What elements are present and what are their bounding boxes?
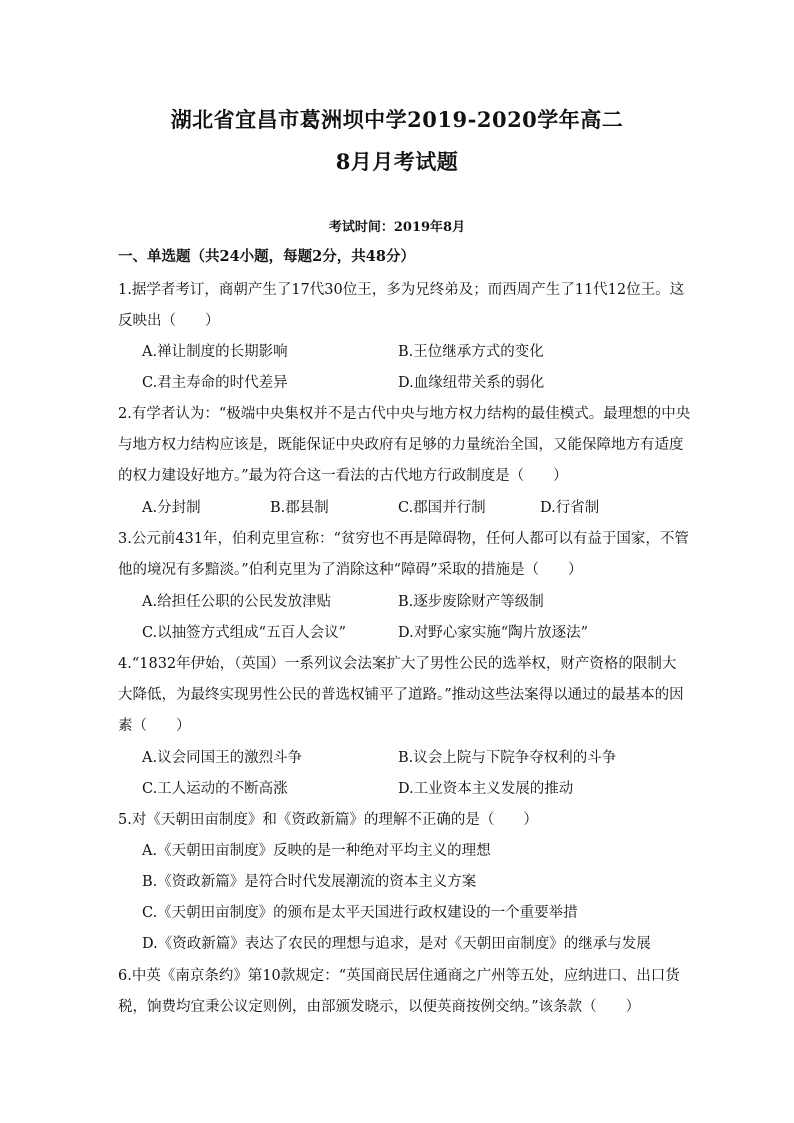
option-c: C.以抽签方式组成“五百人会议” xyxy=(142,625,347,641)
question-text-line: 的权力建设好地方。”最为符合这一看法的古代地方行政制度是（ ） xyxy=(118,468,568,484)
exam-title-line2: 8月月考试题 xyxy=(335,149,459,174)
option-c: C.君主寿命的时代差异 xyxy=(142,375,288,391)
option-c: C.工人运动的不断高涨 xyxy=(142,781,288,797)
option-a: A.《天朝田亩制度》反映的是一种绝对平均主义的理想 xyxy=(142,843,491,859)
question-text-line: 5.对《天朝田亩制度》和《资政新篇》的理解不正确的是（ ） xyxy=(118,812,538,828)
section-heading: 一、单选题（共24小题，每题2分，共48分） xyxy=(118,248,415,265)
option-c: C.《天朝田亩制度》的颁布是太平天国进行政权建设的一个重要举措 xyxy=(142,905,578,921)
question-text-line: 他的境况有多黯淡。”伯利克里为了消除这种“障碍”采取的措施是（ ） xyxy=(118,562,583,578)
option-b: B.逐步废除财产等级制 xyxy=(398,594,544,610)
option-b: B.郡县制 xyxy=(270,500,329,516)
option-d: D.行省制 xyxy=(540,500,600,516)
option-d: D.《资政新篇》表达了农民的理想与追求，是对《天朝田亩制度》的继承与发展 xyxy=(142,936,651,952)
question-text-line: 大降低，为最终实现男性公民的普选权铺平了道路。”推动这些法案得以通过的最基本的因 xyxy=(118,687,684,703)
option-d: D.血缘纽带关系的弱化 xyxy=(398,375,545,391)
question-text-line: 3.公元前431年，伯利克里宣称：“贫穷也不再是障碍物，任何人都可以有益于国家，不管 xyxy=(118,531,689,547)
option-a: A.给担任公职的公民发放津贴 xyxy=(142,594,332,610)
question-text-line: 与地方权力结构应该是，既能保证中央政府有足够的力量统治全国，又能保障地方有适度 xyxy=(118,437,684,453)
question-text-line: 6.中英《南京条约》第10款规定：“英国商民居住通商之广州等五处，应纳进口、出口货 xyxy=(118,968,680,984)
option-b: B.《资政新篇》是符合时代发展潮流的资本主义方案 xyxy=(142,874,477,890)
option-a: A.议会同国王的激烈斗争 xyxy=(142,750,303,766)
exam-title-line1: 湖北省宜昌市葛洲坝中学2019-2020学年高二 xyxy=(170,107,624,132)
option-a: A.分封制 xyxy=(142,500,201,516)
option-d: D.对野心家实施“陶片放逐法” xyxy=(398,625,589,641)
question-text-line: 素（ ） xyxy=(118,718,191,734)
question-text-line: 反映出（ ） xyxy=(118,313,220,329)
option-a: A.禅让制度的长期影响 xyxy=(142,344,288,360)
exam-time: 考试时间：2019年8月 xyxy=(328,220,466,235)
option-d: D.工业资本主义发展的推动 xyxy=(398,781,574,797)
option-b: B.议会上院与下院争夺权利的斗争 xyxy=(398,750,617,766)
question-text-line: 税，饷费均宜秉公议定则例，由部颁发晓示，以便英商按例交纳。”该条款（ ） xyxy=(118,999,641,1015)
option-b: B.王位继承方式的变化 xyxy=(398,344,544,360)
option-c: C.郡国并行制 xyxy=(398,500,486,516)
question-text-line: 1.据学者考订，商朝产生了17代30位王，多为兄终弟及；而西周产生了11代12位王。这 xyxy=(118,282,685,298)
question-text-line: 2.有学者认为：“极端中央集权并不是古代中央与地方权力结构的最佳模式。最理想的中央 xyxy=(118,406,691,422)
question-text-line: 4.“1832年伊始，（英国）一系列议会法案扩大了男性公民的选举权，财产资格的限制大 xyxy=(118,656,677,672)
